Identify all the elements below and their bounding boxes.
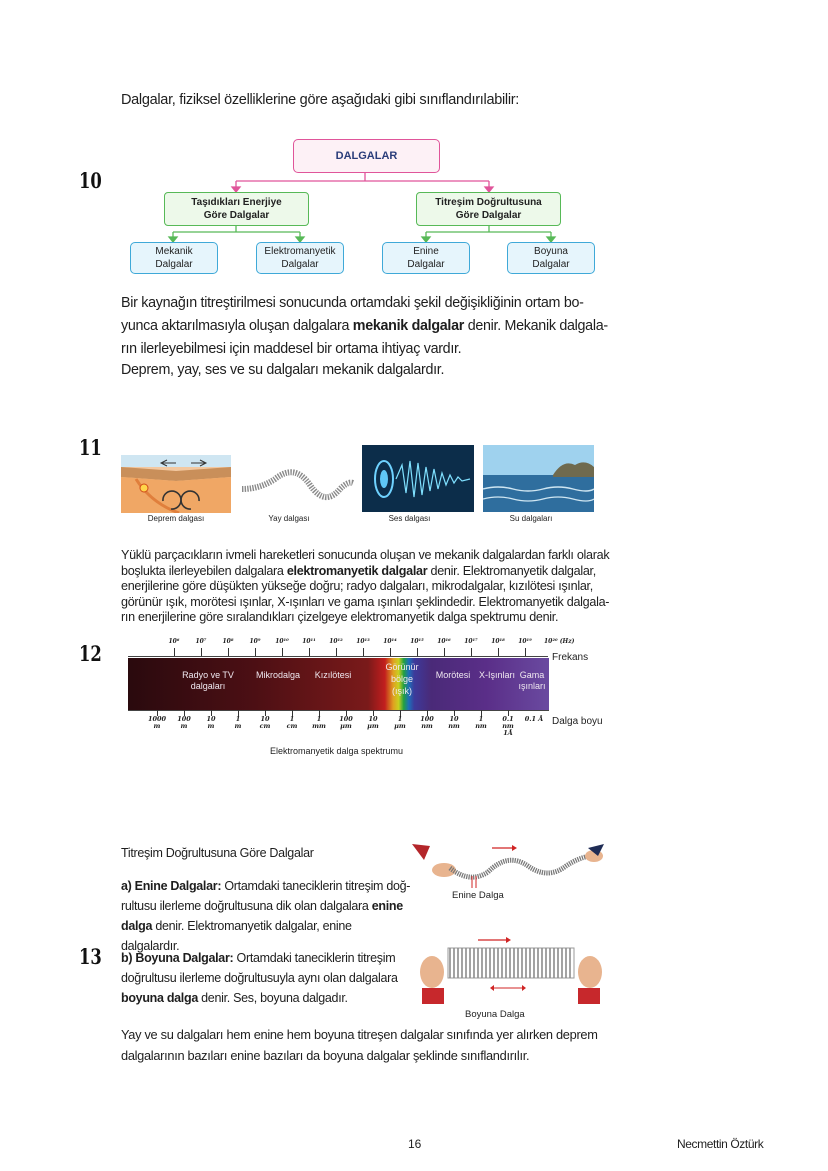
transverse-line1: a) Enine Dalgalar: Ortamdaki taneciklerin titreşim doğ- [121,879,411,893]
freq-label: 10¹³ [356,638,370,645]
freq-label: 10¹⁴ [383,638,397,645]
vibration-title: Titreşim Doğrultusuna Göre Dalgalar [121,846,314,860]
tree-energy-box [164,192,309,226]
wl-label: 10 cm [259,715,271,730]
wavelength-axis-line [128,710,549,711]
wl-label: 100 m [177,715,191,730]
freq-label: 10¹⁰ [275,638,289,645]
wl-label: 100 µm [339,715,353,730]
wl-label: 1 mm [312,715,326,730]
transverse-line3: dalga denir. Elektromanyetik dalgalar, enine dalgalardır. [121,919,352,953]
closing-line2: dalgalarının bazıları enine bazıları da boyuna dalgalar şeklinde sınıflandırılır. [121,1047,530,1063]
section-number-13: 13 [79,944,102,969]
author-name: Necmettin Öztürk [677,1137,764,1151]
tree-mechanical-line1: Mekanik [155,246,193,257]
tree-electromagnetic-line1: Elektromanyetik [264,246,336,257]
tree-electromagnetic-line2: Dalgalar [281,259,319,270]
freq-tick [525,648,526,656]
caption-sound: Ses dalgası [388,514,431,523]
band-visible: Görünür bölge (ışık) [385,662,419,696]
em-line3: enerjilerine göre düşükten yükseğe doğru; radyo dalgaları, mikrodalgalar, kızılötesi ışınlar, [121,579,593,594]
freq-label: 10¹⁷ [464,638,478,645]
em-line1: Yüklü parçacıkların ivmeli hareketleri sonucunda oluşan ve mekanik dalgalardan farklı olarak [121,548,610,562]
freq-label: 10⁸ [222,638,234,645]
tree-root-box [293,139,440,173]
intro-text: Dalgalar, fiziksel özelliklerine göre aşağıdaki gibi sınıflandırılabilir: [121,92,519,108]
tree-transverse-line2: Dalgalar [407,259,445,270]
mechanical-line4: Deprem, yay, ses ve su dalgaları mekanik dalgalardır. [121,362,445,378]
freq-tick [363,648,364,656]
freq-tick [309,648,310,656]
longitudinal-line2: doğrultusu ilerleme doğrultusuyla aynı olan dalgalara [121,971,398,985]
tree-vibration-box [416,192,561,226]
freq-tick [174,648,175,656]
band-infrared: Kızılötesi [314,670,352,680]
tree-vibration-line1: Titreşim Doğrultusuna [435,197,542,208]
wl-label: 10 nm [448,715,460,730]
transverse-image-caption: Enine Dalga [452,890,504,901]
section-number-11: 11 [79,435,102,460]
spring-wave-image [240,455,355,513]
tree-root-label: DALGALAR [335,149,398,162]
spectrum-diagram [128,636,608,746]
wl-label: 0.1 nm 1Å [502,715,514,737]
mechanical-line2: yunca aktarılmasıyla oluşan dalgalara mekanik dalgalar denir. Mekanik dalgala- [121,318,608,334]
mechanical-term: mekanik dalgalar [352,318,465,334]
mechanical-paragraph [121,292,611,382]
longitudinal-line1: b) Boyuna Dalgalar: Ortamdaki taneciklerin titreşim [121,951,396,965]
freq-label: 10¹⁸ [491,638,505,645]
earthquake-wave-image [121,455,231,513]
em-line2: boşlukta ilerleyebilen dalgalara elektromanyetik dalgalar denir. Elektromanyetik dalgalar, [121,563,596,578]
wl-label: 100 nm [420,715,434,730]
longitudinal-wave-image [418,932,604,1008]
wl-label: 0.1 Å [524,715,544,723]
freq-tick [444,648,445,656]
freq-tick [336,648,337,656]
freq-label: 10¹⁵ [410,638,424,645]
tree-longitudinal-box [507,242,595,274]
wl-label: 1 µm [394,715,406,730]
freq-tick [282,648,283,656]
tree-transverse-line1: Enine [413,246,439,257]
freq-tick [390,648,391,656]
tree-longitudinal-line1: Boyuna [534,246,568,257]
freq-label: 10¹⁶ [437,638,451,645]
caption-earthquake: Deprem dalgası [147,514,205,523]
closing-paragraph [121,1025,616,1066]
band-microwave: Mikrodalga [255,670,301,680]
freq-tick [498,648,499,656]
freq-tick [417,648,418,656]
water-wave-image [483,445,594,512]
caption-spring: Yay dalgası [268,514,310,523]
freq-tick [228,648,229,656]
tree-mechanical-box [130,242,218,274]
band-radio: Radyo ve TV dalgaları [182,670,234,691]
mechanical-line1: Bir kaynağın titreştirilmesi sonucunda ortamdaki şekil değişikliğinin ortam bo- [121,295,584,311]
freq-label: 10²⁰ (Hz) [544,638,575,645]
transverse-wave-image [410,840,606,892]
freq-tick [255,648,256,656]
tree-electromagnetic-box [256,242,344,274]
band-gamma: Gama ışınları [518,670,546,691]
band-ultraviolet: Morötesi [435,670,471,680]
longitudinal-paragraph [121,948,411,1008]
wl-label: 1000 m [147,715,167,730]
section-number-10: 10 [79,168,102,193]
closing-line1: Yay ve su dalgaları hem enine hem boyuna titreşen dalgalar sınıfında yer alırken deprem [121,1027,598,1042]
spectrum-caption: Elektromanyetik dalga spektrumu [270,746,404,756]
freq-label: 10⁶ [168,638,180,645]
wl-label: 1 nm [475,715,487,730]
tree-longitudinal-line2: Dalgalar [532,259,570,270]
freq-tick [471,648,472,656]
transverse-line2: rultusu ilerleme doğrultusuna dik olan dalgalara enine [121,899,403,913]
section-number-12: 12 [79,641,102,666]
longitudinal-line3: boyuna dalga denir. Ses, boyuna dalgadır. [121,991,348,1005]
wl-label: 10 µm [367,715,379,730]
freq-label: 10⁷ [195,638,207,645]
mechanical-line3: rın ilerleyebilmesi için maddesel bir ortama ihtiyaç vardır. [121,341,462,357]
em-term: elektromanyetik dalgalar [286,563,428,578]
longitudinal-image-caption: Boyuna Dalga [465,1009,525,1020]
page-number: 16 [408,1137,422,1151]
transverse-paragraph [121,876,411,956]
caption-water: Su dalgaları [509,514,553,523]
wl-label: 10 m [206,715,216,730]
wl-label: 1 cm [286,715,298,730]
tree-vibration-line2: Göre Dalgalar [455,210,522,221]
freq-label: 10¹² [329,638,343,645]
sound-wave-image [362,445,474,512]
freq-tick [201,648,202,656]
freq-label: 10¹⁹ [518,638,532,645]
freq-label: 10¹¹ [302,638,316,645]
tree-energy-line2: Göre Dalgalar [203,210,270,221]
tree-transverse-box [382,242,470,274]
em-paragraph [121,548,616,626]
band-xray: X-Işınları [478,670,515,680]
freq-label: 10⁹ [249,638,261,645]
tree-energy-line1: Taşıdıkları Enerjiye [191,197,282,208]
freq-axis-line [128,656,548,657]
wl-label: 1 m [234,715,242,730]
wavelength-title: Dalga boyu [552,716,603,727]
em-line4: görünür ışık, morötesi ışınlar, X-ışınları ve gama ışınları şeklindedir. Elektromanyetik dalgala- [121,594,610,609]
freq-title: Frekans [552,652,589,663]
tree-mechanical-line2: Dalgalar [155,259,193,270]
em-line5: rın enerjilerine göre sıralandıkları çizelgeye elektromanyetik dalga spektrumu denir. [121,610,559,625]
